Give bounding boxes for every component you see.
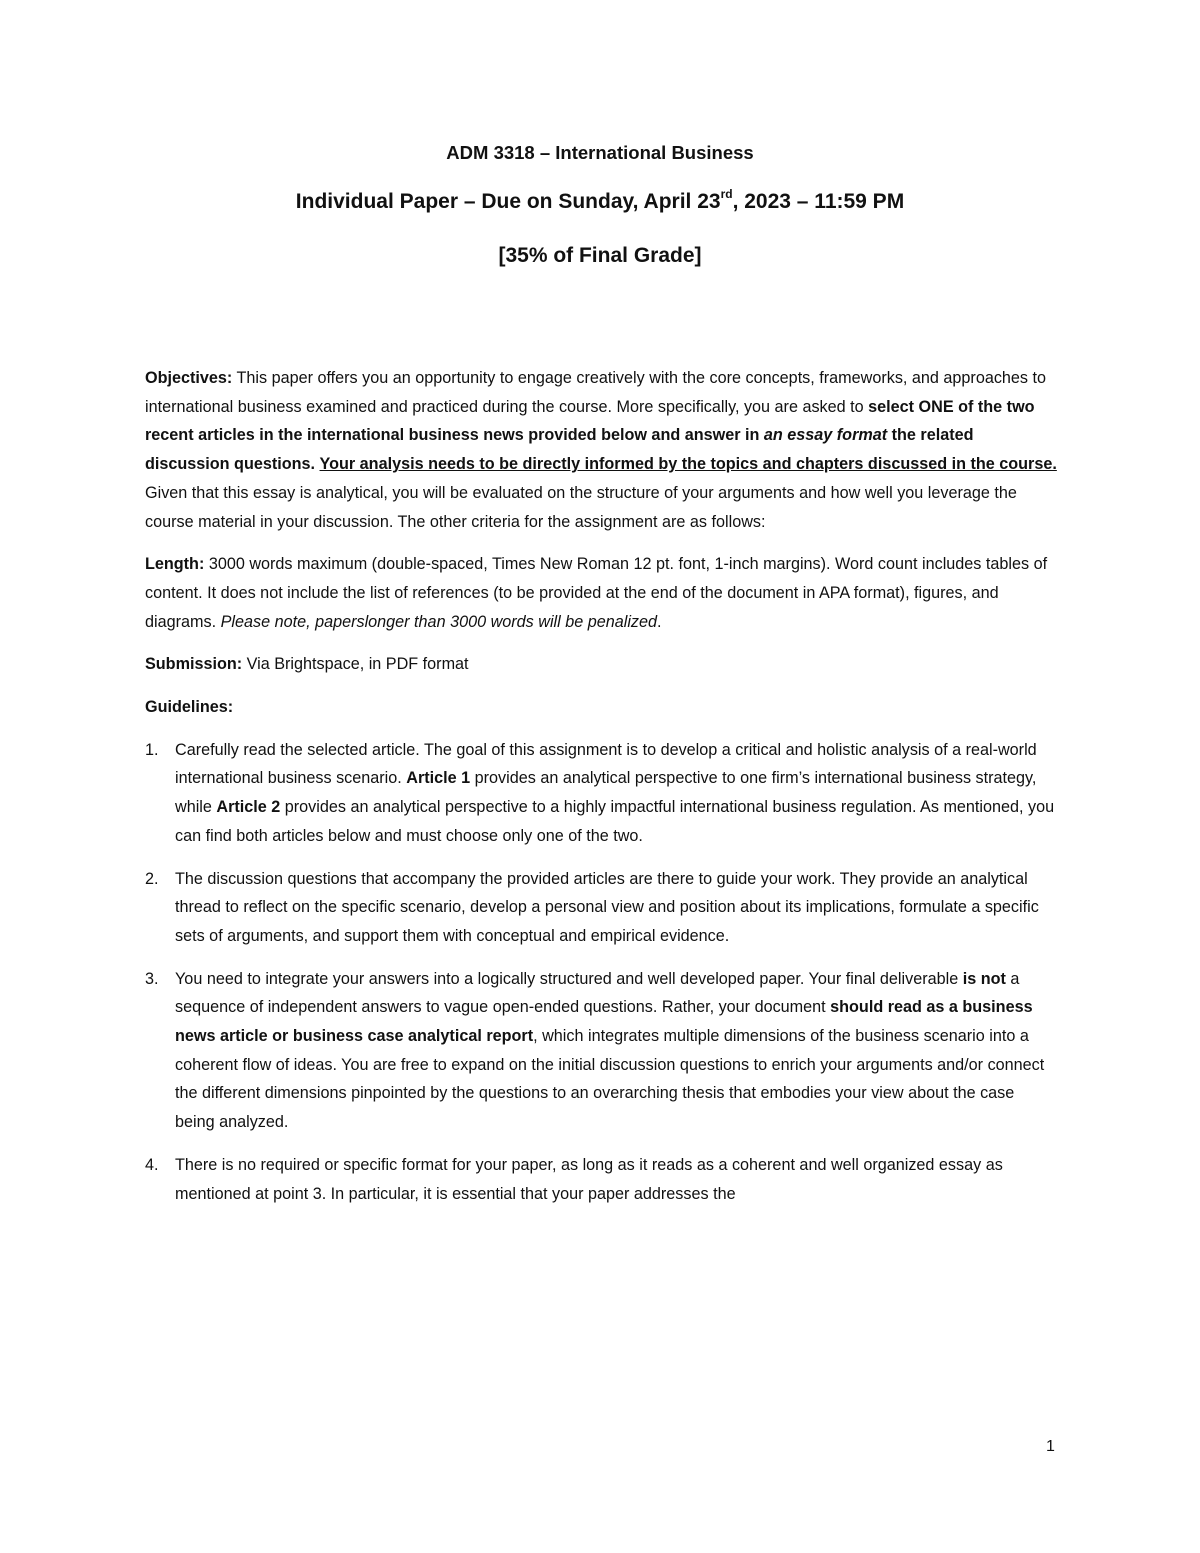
paper-title <box>0 187 1200 214</box>
objectives-bold-text-1: select ONE of the two recent articles in the international business news provided below and answer in <box>145 397 1035 445</box>
guideline-text: The discussion questions that accompany the provided articles are there to guide your work. They provide an analytical thread to reflect on the specific scenario, develop a personal view and position about its implications, formulate a specific sets of arguments, and support them with conceptual and empirical evidence. <box>175 869 1039 945</box>
submission-paragraph <box>145 650 1057 679</box>
guideline-bold: Article 2 <box>216 798 281 817</box>
guideline-number: 1. <box>145 740 159 759</box>
guideline-bold: is not <box>962 969 1006 988</box>
paper-title-main: Individual Paper – Due on Sunday, April 23 <box>295 190 721 213</box>
guidelines-heading <box>145 693 1057 722</box>
guideline-item-4 <box>145 1151 1057 1208</box>
objectives-text-1: This paper offers you an opportunity to engage creatively with the core concepts, frameworks, and approaches to international business examined and practiced during the course. More specifically, you are asked to <box>145 369 1047 416</box>
length-period: . <box>657 612 662 631</box>
paper-title-deadline: , 2023 – 11:59 PM <box>732 190 905 213</box>
guideline-bold: should read as a business news article or business case analytical report <box>175 998 1033 1046</box>
guideline-number: 4. <box>145 1155 159 1174</box>
guideline-bold: Article 1 <box>406 769 471 788</box>
length-paragraph <box>145 550 1057 636</box>
guideline-text: provides an analytical perspective to a highly impactful international business regulation. As mentioned, you can find both articles below and must choose only one of the two. <box>175 798 1055 845</box>
grade-weight: [35% of Final Grade] <box>498 244 702 267</box>
objectives-text-2: Given that this essay is analytical, you will be evaluated on the structure of your arguments and how well you leverage the course material in your discussion. The other criteria for the assignment are as follows: <box>145 483 1017 531</box>
page-number: 1 <box>1046 1438 1055 1455</box>
objectives-underlined: Your analysis needs to be directly informed by the topics and chapters discussed in the course. <box>319 455 1057 474</box>
guidelines-label: Guidelines: <box>145 698 234 717</box>
guideline-item-2 <box>145 865 1057 951</box>
guidelines-list <box>145 736 1057 1209</box>
guideline-text: , which integrates multiple dimensions of the business scenario into a coherent flow of ideas. You are free to expand on the initial discussion questions to enrich your arguments and/or connect the different dimensions pinpointed by the questions to an overarching thesis that embodies your view about the case being analyzed. <box>175 1027 1045 1132</box>
objectives-italic: an essay format <box>763 426 888 445</box>
guideline-text: Carefully read the selected article. The goal of this assignment is to develop a critical and holistic analysis of a real-world international business scenario. <box>175 740 1037 788</box>
guideline-number: 3. <box>145 969 159 988</box>
objectives-paragraph <box>145 364 1057 536</box>
objectives-bold-text-2: the related discussion questions. <box>145 426 974 474</box>
length-note: Please note, paperslonger than 3000 words will be penalized <box>220 612 658 631</box>
guideline-text: provides an analytical perspective to one firm’s international business strategy, while <box>175 769 1037 817</box>
guideline-text: There is no required or specific format for your paper, as long as it reads as a coherent and well organized essay as mentioned at point 3. In particular, it is essential that your paper addresses the <box>175 1155 1003 1203</box>
submission-label: Submission: <box>145 655 243 674</box>
length-label: Length: <box>145 555 205 574</box>
guideline-number: 2. <box>145 869 159 888</box>
guideline-text: a sequence of independent answers to vague open-ended questions. Rather, your document <box>175 969 1020 1017</box>
course-title: ADM 3318 – International Business <box>446 142 754 163</box>
length-text: 3000 words maximum (double-spaced, Times New Roman 12 pt. font, 1-inch margins). Word count includes tables of content. It does not include the list of references (to be provided at the end of the document in APA format), figures, and diagrams. <box>145 555 1048 631</box>
submission-text: Via Brightspace, in PDF format <box>242 655 469 674</box>
objectives-underlined-wrap <box>320 455 1057 473</box>
guideline-item-3 <box>145 965 1057 1137</box>
guideline-text: You need to integrate your answers into a logically structured and well developed paper. Your final deliverable <box>175 969 963 988</box>
document-body <box>145 364 1057 1222</box>
guideline-item-1 <box>145 736 1057 851</box>
objectives-label: Objectives: <box>145 369 233 387</box>
paper-title-superscript: rd <box>720 187 733 201</box>
